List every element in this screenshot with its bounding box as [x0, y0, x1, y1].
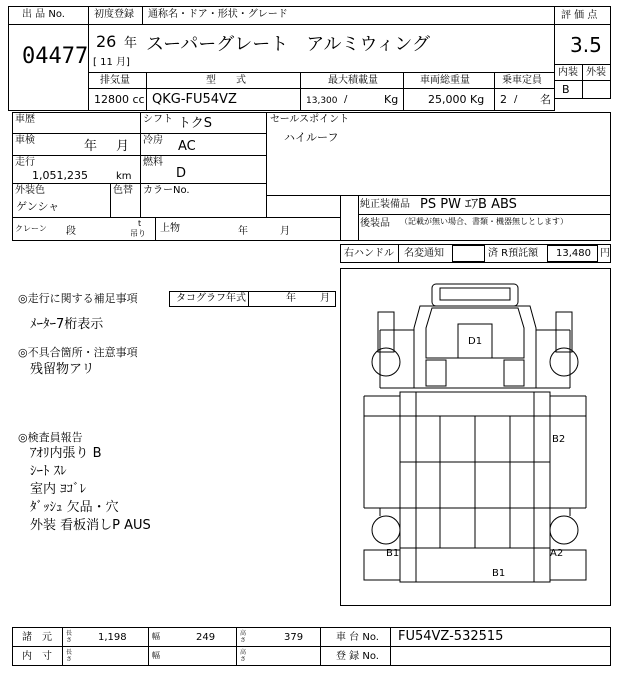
- exterior-score-label: 外装: [586, 67, 606, 78]
- tachograph-year: 年: [286, 293, 296, 304]
- crane-ton-top: t: [138, 219, 142, 228]
- score-label: 評 価 点: [561, 10, 598, 21]
- air-conditioning: AC: [178, 139, 196, 154]
- running-notes-title: ◎走行に関する補足事項: [18, 292, 138, 305]
- max-load-label: 最大積載量: [328, 75, 378, 86]
- color-change-label: 色替: [113, 185, 133, 196]
- recycle-deposit: 13,480: [556, 248, 591, 259]
- color-code-label: カラーNo.: [143, 185, 190, 196]
- model-name-label: 通称名・ドア・形状・グレード: [148, 9, 288, 20]
- body-year-label: 上物: [160, 223, 180, 234]
- standard-equipment-label: 純正装備品: [360, 199, 410, 210]
- recycle-deposit-label: 済 R預託額: [488, 248, 539, 259]
- registration-year: 26: [96, 32, 117, 51]
- crane-stage: 段: [66, 226, 76, 237]
- aftermarket-note: （記載が無い場合、書類・機器無しとします）: [400, 217, 568, 226]
- damage-mark-d1: D1: [468, 336, 483, 347]
- tachograph-month: 月: [320, 293, 330, 304]
- width-label: 幅: [152, 632, 160, 641]
- mileage-unit: km: [116, 171, 132, 182]
- fuel: D: [176, 166, 187, 181]
- mileage-label: 走行: [15, 157, 35, 168]
- exterior-color: ゲンシャ: [16, 200, 60, 213]
- registration-year-unit: 年: [124, 36, 138, 51]
- sales-point: ハイルーフ: [284, 131, 339, 144]
- lot-number: 04477: [22, 44, 89, 69]
- chassis-number: FU54VZ-532515: [398, 629, 504, 644]
- inner-width-label: 幅: [152, 651, 160, 660]
- defect-notes: 残留物アリ: [30, 362, 95, 377]
- capacity-unit: 名: [540, 93, 551, 106]
- sales-point-label: セールスポイント: [270, 114, 350, 125]
- mileage: 1,051,235: [32, 169, 88, 182]
- standard-equipment: PS PW ｴｱB ABS: [420, 197, 517, 212]
- inspector-report-title: ◎検査員報告: [18, 431, 83, 444]
- shift-label: シフト: [143, 114, 173, 125]
- recycle-unit: 円: [600, 248, 610, 259]
- body-month: 月: [280, 226, 290, 237]
- inspector-line: ｼｰﾄ ｽﾚ: [30, 464, 67, 479]
- crane-ton-label: 吊り: [130, 229, 146, 238]
- inspector-line: 外装 看板消しP AUS: [30, 518, 151, 533]
- length-label: 長さ: [66, 630, 73, 644]
- damage-mark-b1-left: B1: [386, 548, 400, 559]
- inspection-month: 月: [116, 139, 130, 154]
- inspection-year: 年: [84, 139, 98, 154]
- height: 379: [284, 632, 304, 643]
- overall-score: 3.5: [570, 33, 602, 57]
- length: 1,198: [98, 632, 127, 643]
- defect-notes-title: ◎不具合箇所・注意事項: [18, 346, 138, 359]
- displacement: 12800 cc: [94, 93, 145, 106]
- displacement-label: 排気量: [100, 75, 130, 86]
- history-label: 車歴: [15, 114, 35, 125]
- inspector-line: 室内 ﾖｺﾞﾚ: [30, 482, 87, 497]
- right-hand-drive: 右ハンドル: [344, 248, 394, 259]
- inner-height-label: 高さ: [240, 649, 247, 663]
- damage-mark-b1-bottom: B1: [492, 568, 506, 579]
- model-name: スーパーグレート アルミウィング: [146, 34, 431, 55]
- lot-number-label: 出 品 No.: [22, 9, 65, 20]
- gross-weight: 25,000 Kg: [428, 93, 485, 106]
- first-registration-label: 初度登録: [94, 9, 134, 20]
- truck-diagram: [340, 268, 610, 605]
- gross-weight-label: 車両総重量: [420, 75, 470, 86]
- inner-dimensions-label: 内 寸: [22, 651, 52, 662]
- name-change-label: 名変通知: [404, 248, 444, 259]
- fuel-label: 燃料: [143, 157, 163, 168]
- max-load-unit: Kg: [384, 93, 399, 106]
- damage-mark-b2: B2: [552, 434, 566, 445]
- interior-score-label: 内装: [558, 67, 578, 78]
- capacity: 2: [500, 93, 507, 106]
- inner-length-label: 長さ: [66, 649, 73, 663]
- crane-label: クレーン: [15, 224, 47, 233]
- inspector-line: ﾀﾞｯｼｭ 欠品・穴: [30, 500, 119, 515]
- capacity-label: 乗車定員: [502, 75, 542, 86]
- model-code: QKG-FU54VZ: [152, 92, 237, 107]
- registration-number-label: 登 録 No.: [336, 651, 379, 662]
- inspection-label: 車検: [15, 135, 35, 146]
- specifications-label: 諸 元: [22, 632, 52, 643]
- width: 249: [196, 632, 216, 643]
- inspector-line: ｱｵﾘ内張り B: [30, 446, 102, 461]
- damage-mark-a2: A2: [550, 548, 564, 559]
- model-code-label: 型 式: [206, 75, 246, 86]
- tachograph-label: タコグラフ年式: [176, 293, 246, 304]
- body-year: 年: [238, 226, 248, 237]
- interior-score: B: [562, 83, 570, 96]
- chassis-number-label: 車 台 No.: [336, 632, 379, 643]
- height-label: 高さ: [240, 630, 247, 644]
- exterior-color-label: 外装色: [15, 185, 45, 196]
- max-load: 13,300: [306, 96, 338, 106]
- registration-month: [ 11 月]: [93, 57, 130, 68]
- capacity-separator: /: [514, 94, 518, 105]
- shift: トクS: [178, 116, 212, 131]
- ac-label: 冷房: [143, 135, 163, 146]
- running-notes: ﾒｰﾀｰ7桁表示: [30, 317, 104, 332]
- max-load-separator: /: [344, 94, 348, 105]
- aftermarket-label: 後装品: [360, 218, 390, 229]
